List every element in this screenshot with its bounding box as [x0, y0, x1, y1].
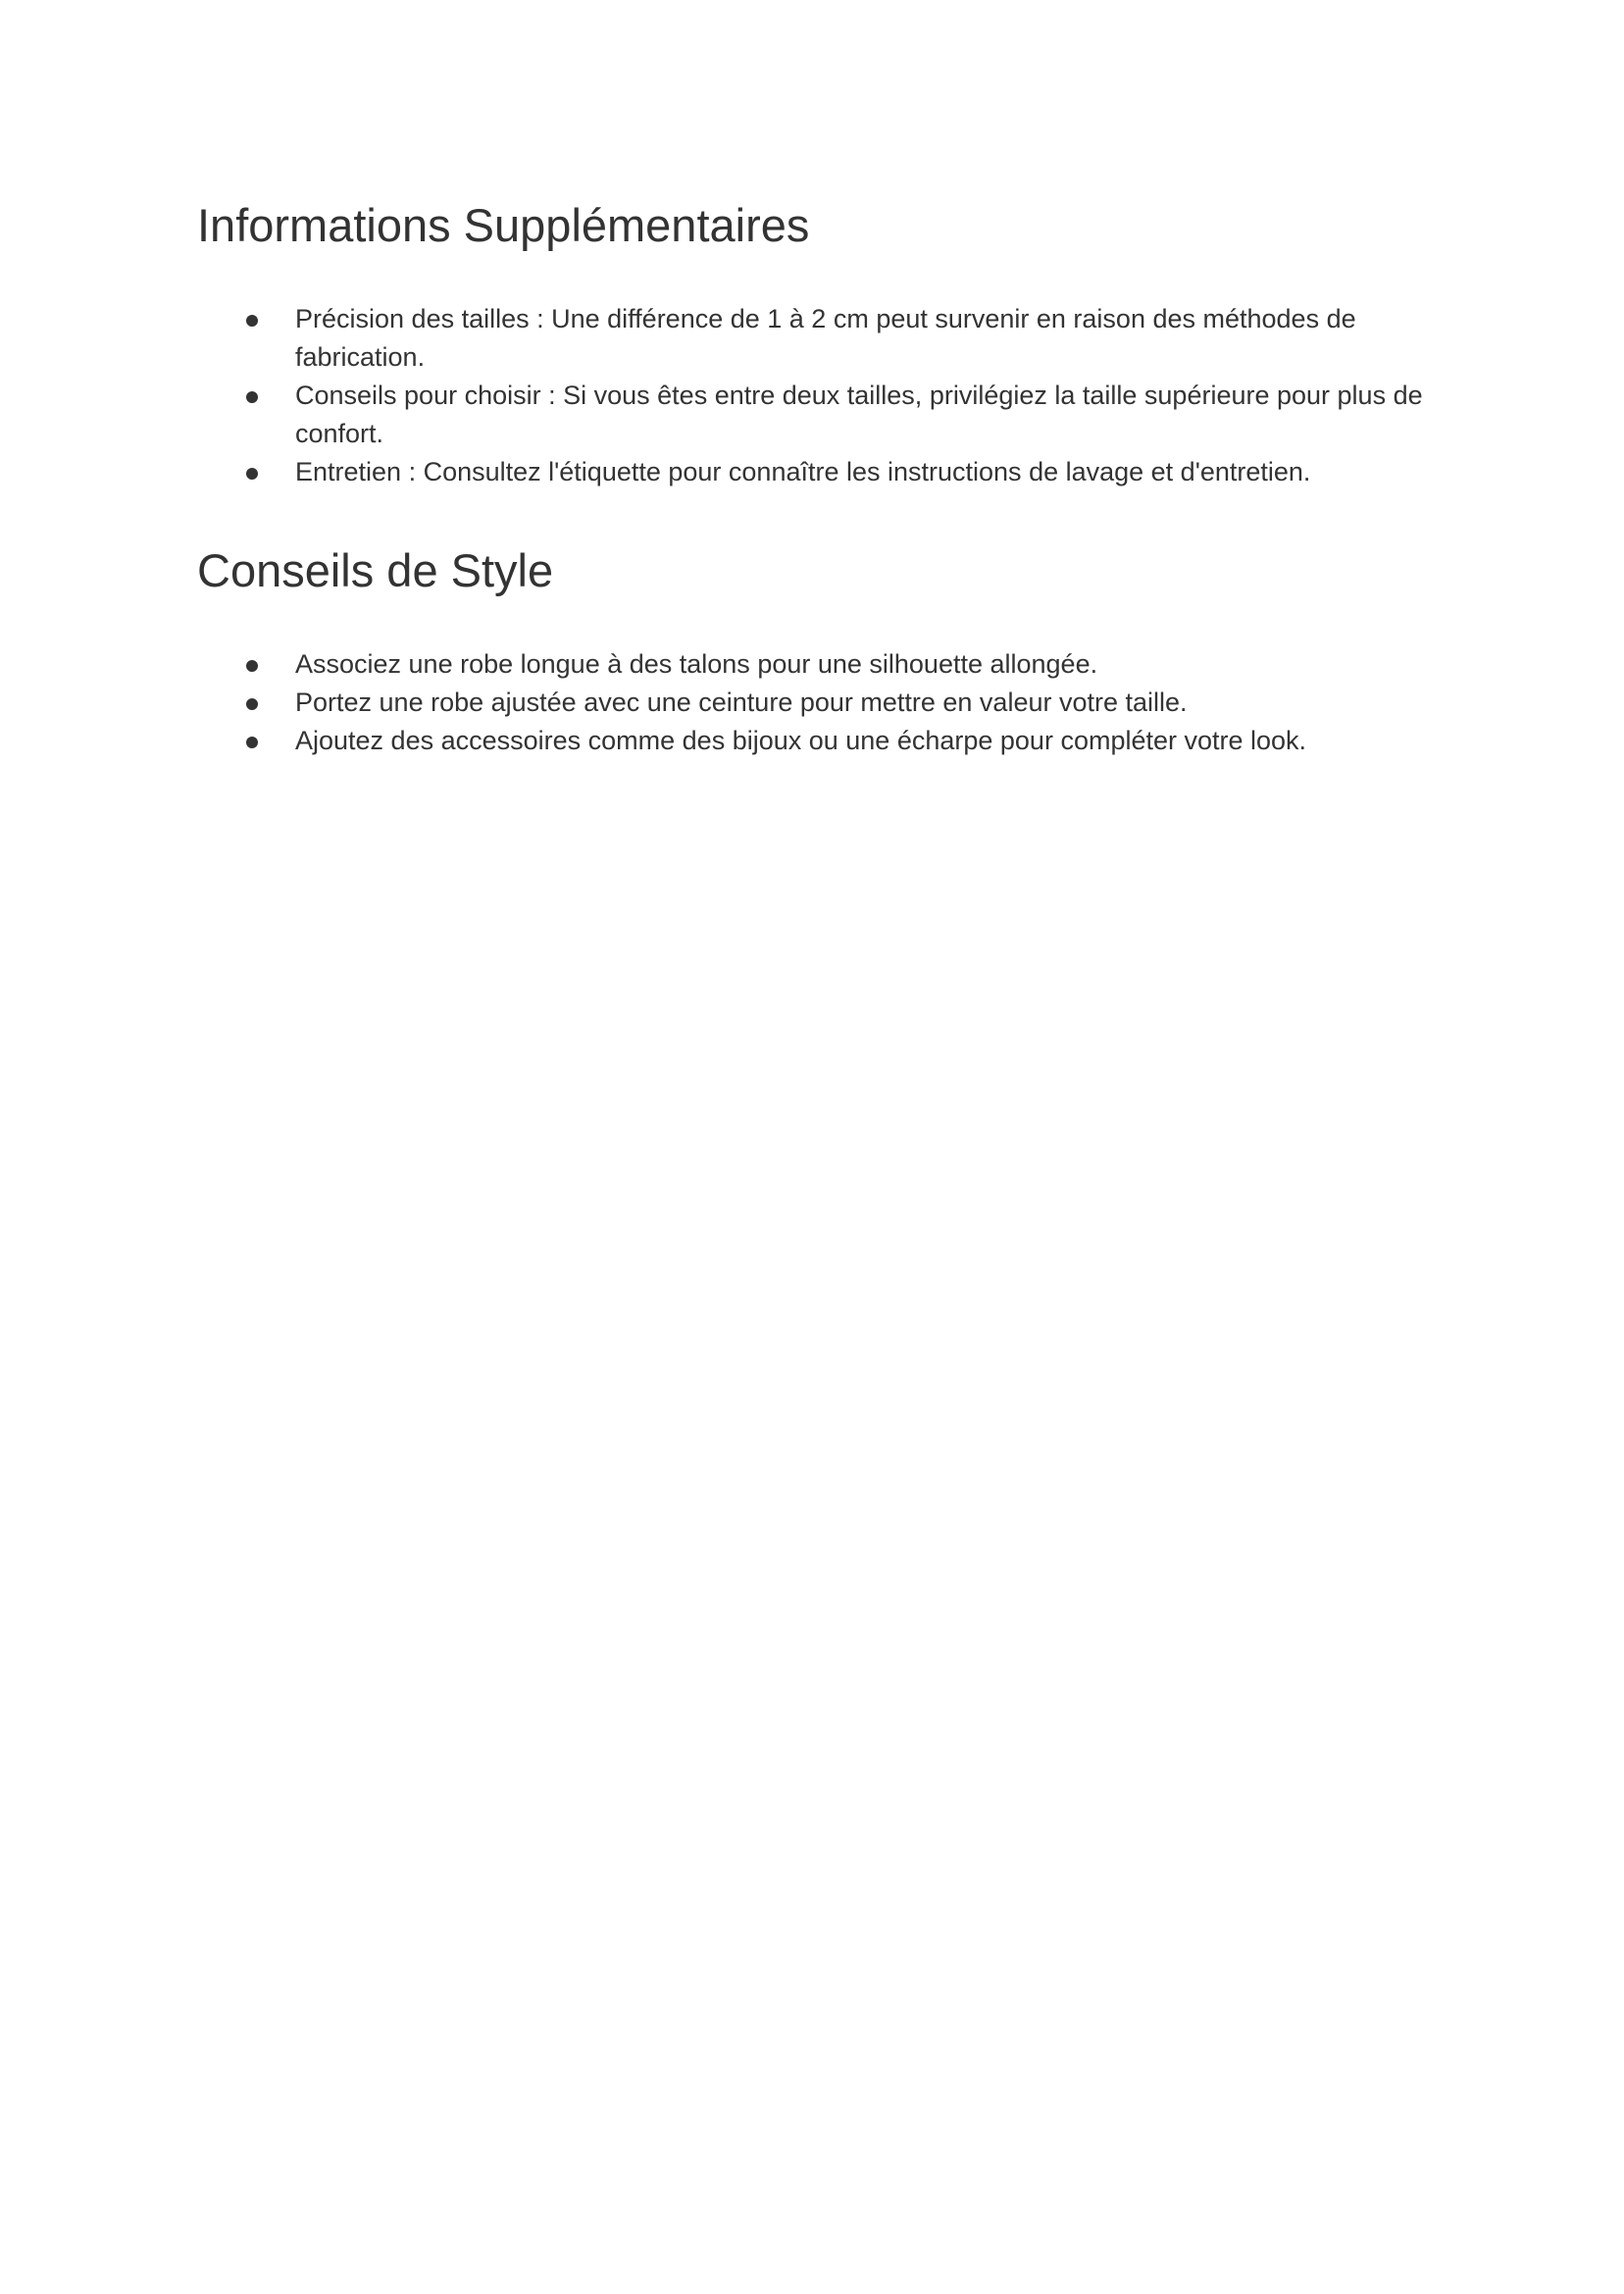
bullet-icon [246, 660, 258, 672]
list-item-text: Entretien : Consultez l'étiquette pour connaître les instructions de lavage et d'entretien. [295, 457, 1311, 486]
list-item-text: Portez une robe ajustée avec une ceinture pour mettre en valeur votre taille. [295, 688, 1188, 717]
bullet-icon [246, 391, 258, 403]
bullet-icon [246, 468, 258, 480]
list-item-text: Précision des tailles : Une différence de 1 à 2 cm peut survenir en raison des méthodes de fabrication. [295, 304, 1356, 372]
list-item-text: Associez une robe longue à des talons pour une silhouette allongée. [295, 649, 1098, 679]
list-item [197, 377, 1428, 453]
list-item-text: Ajoutez des accessoires comme des bijoux ou une écharpe pour compléter votre look. [295, 726, 1307, 755]
list-item [197, 300, 1428, 377]
bullet-list-informations [197, 300, 1428, 491]
list-item [197, 645, 1428, 684]
list-item-text: Conseils pour choisir : Si vous êtes entre deux tailles, privilégiez la taille supérieure pour plus de confort. [295, 381, 1423, 448]
document-content [197, 192, 1428, 760]
bullet-list-style [197, 645, 1428, 760]
list-item [197, 453, 1428, 491]
bullet-icon [246, 698, 258, 710]
bullet-icon [246, 737, 258, 748]
section-heading-informations: Informations Supplémentaires [197, 199, 810, 251]
list-item [197, 722, 1428, 760]
list-item [197, 684, 1428, 722]
bullet-icon [246, 315, 258, 327]
section-heading-style: Conseils de Style [197, 544, 554, 596]
